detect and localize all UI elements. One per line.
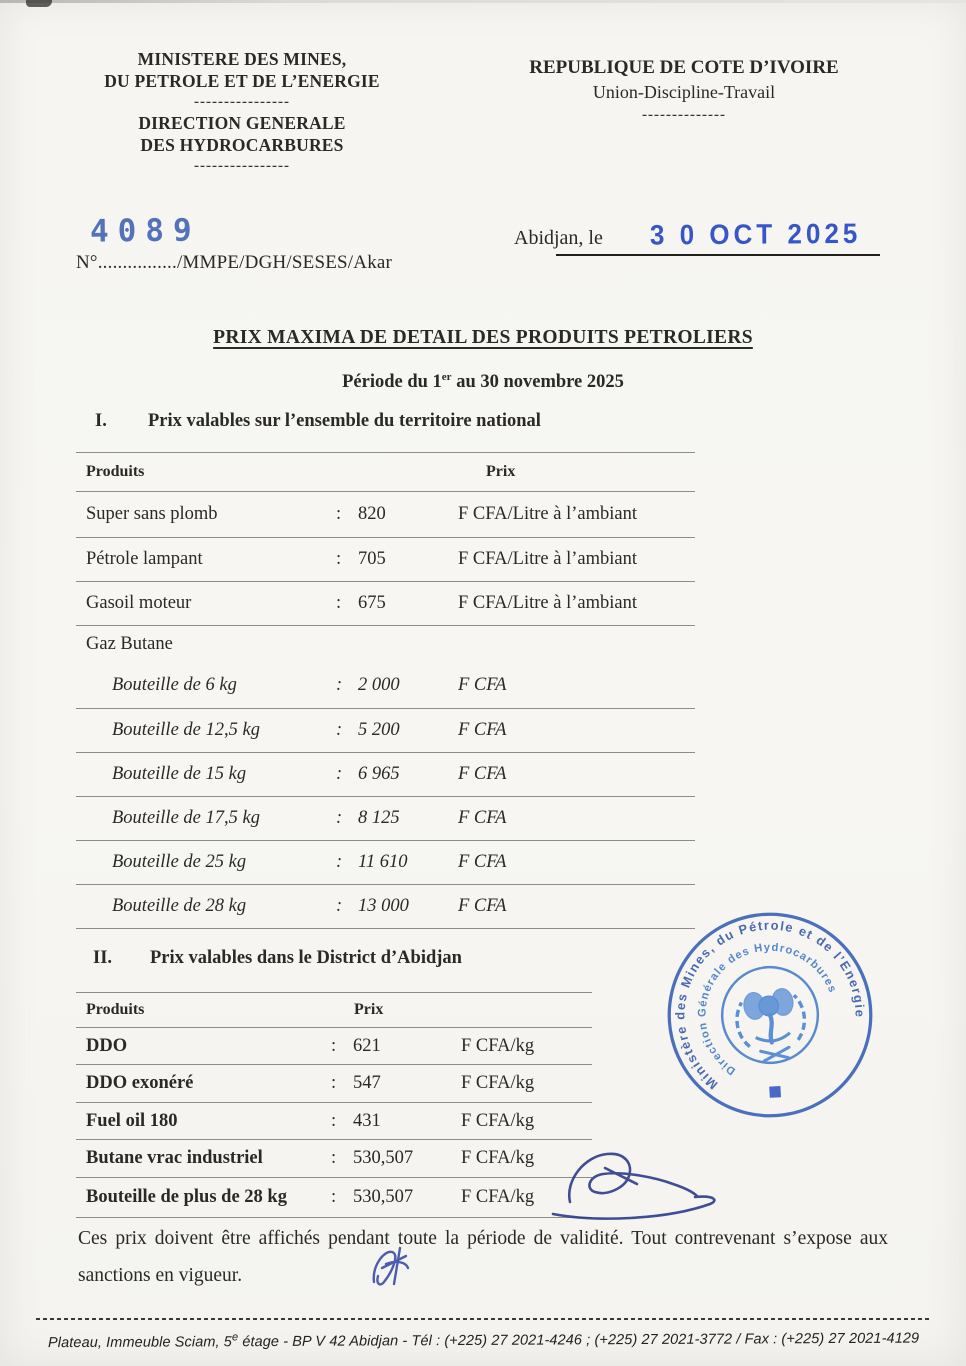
ministry-header-block — [58, 48, 426, 176]
reference-prefix: N° — [76, 252, 98, 273]
separator-dashes: ---------------- — [194, 94, 290, 110]
date-stamp: 3 0 OCT 2025 — [649, 216, 862, 251]
abidjan-prices-table — [76, 992, 592, 1218]
table-row: Bouteille de plus de 28 kg : 530,507 F CFA/kg — [76, 1178, 592, 1218]
table-row: DDO exonéré : 547 F CFA/kg — [76, 1065, 592, 1103]
laurel-right — [792, 994, 807, 1040]
table-row: Super sans plomb : 820 F CFA/Litre à l’ambiant — [76, 492, 695, 538]
footer-address: Plateau, Immeuble Sciam, 5e étage - BP V 42 Abidjan - Tél : (+225) 27 2021-4246 ; (+225) 27 2021-3772 / Fax : (+225) 27 2021-4129 — [47, 1330, 920, 1352]
scan-edge-artifact — [0, 0, 966, 3]
table-row: Bouteille de 15 kg : 6 965 F CFA — [76, 753, 695, 797]
direction-line-2: DES HYDROCARBURES — [140, 135, 344, 155]
republic-motto: Union-Discipline-Travail — [592, 82, 776, 102]
column-header-price: Prix — [354, 1001, 384, 1018]
national-prices-table — [76, 452, 695, 929]
section2-heading: Prix valables dans le District d’Abidjan — [150, 948, 462, 968]
section2-numeral: II. — [93, 948, 113, 968]
table-row: Bouteille de 28 kg : 13 000 F CFA — [76, 885, 695, 929]
table-row: Pétrole lampant : 705 F CFA/Litre à l’ambiant — [76, 538, 695, 582]
official-round-stamp — [656, 901, 884, 1129]
direction-line-1: DIRECTION GENERALE — [138, 113, 346, 133]
table-group-row: Gaz Butane — [86, 633, 173, 654]
separator-dashes: -------------- — [642, 107, 726, 123]
stamp-outer-text: Ministère des Mines, du Pétrole et de l’Energie — [672, 917, 868, 1093]
validity-note: Ces prix doivent être affichés pendant toute la période de validité. Tout contrevenant s’expose aux sanctions en vigueur. — [78, 1228, 888, 1286]
column-header-price: Prix — [486, 463, 516, 480]
stamp-square-mark — [769, 1086, 781, 1098]
dateline-label: Abidjan, le — [514, 227, 603, 249]
dateline-rule — [556, 254, 880, 256]
elephant-trunk — [768, 1015, 775, 1043]
reference-dots: ................ — [97, 252, 177, 273]
table-row: Bouteille de 17,5 kg : 8 125 F CFA — [76, 797, 695, 841]
stamped-document-number: 4089 — [89, 212, 201, 250]
reference-line — [76, 252, 392, 274]
ministry-line-2: DU PETROLE ET DE L’ENERGIE — [104, 71, 380, 91]
table-row: DDO : 621 F CFA/kg — [76, 1028, 592, 1065]
separator-dashes: ---------------- — [194, 158, 290, 174]
table-row: Bouteille de 6 kg : 2 000 F CFA — [76, 662, 695, 709]
table-row: Fuel oil 180 : 431 F CFA/kg — [76, 1103, 592, 1140]
reference-suffix: /MMPE/DGH/SESES/Akar — [176, 252, 393, 273]
footer-dashed-rule — [36, 1318, 930, 1320]
table-row: Bouteille de 12,5 kg : 5 200 F CFA — [76, 709, 695, 753]
scan-smudge-artifact — [26, 0, 52, 7]
emblem-base — [756, 1033, 791, 1043]
ministry-line-1: MINISTERE DES MINES, — [137, 49, 347, 69]
table-row: Gasoil moteur : 675 F CFA/Litre à l’ambiant — [76, 582, 695, 626]
stamp-inner-text: Direction Générale des Hydrocarbures — [696, 941, 839, 1077]
section1-heading: Prix valables sur l’ensemble du territoire national — [148, 411, 541, 431]
republic-header-block — [488, 55, 880, 125]
table-header-row — [76, 993, 592, 1028]
column-header-products: Produits — [86, 1001, 145, 1018]
republic-title: REPUBLIQUE DE COTE D’IVOIRE — [529, 57, 839, 78]
table-header-row — [76, 453, 695, 492]
table-row: Bouteille de 25 kg : 11 610 F CFA — [76, 841, 695, 885]
initials-mark — [362, 1238, 422, 1293]
document-title: PRIX MAXIMA DE DETAIL DES PRODUITS PETROLIERS — [213, 327, 753, 348]
validity-period: Période du 1er au 30 novembre 2025 — [342, 371, 624, 393]
column-header-products: Produits — [86, 463, 145, 480]
section1-numeral: I. — [95, 411, 107, 431]
table-row: Butane vrac industriel : 530,507 F CFA/kg — [76, 1140, 592, 1178]
